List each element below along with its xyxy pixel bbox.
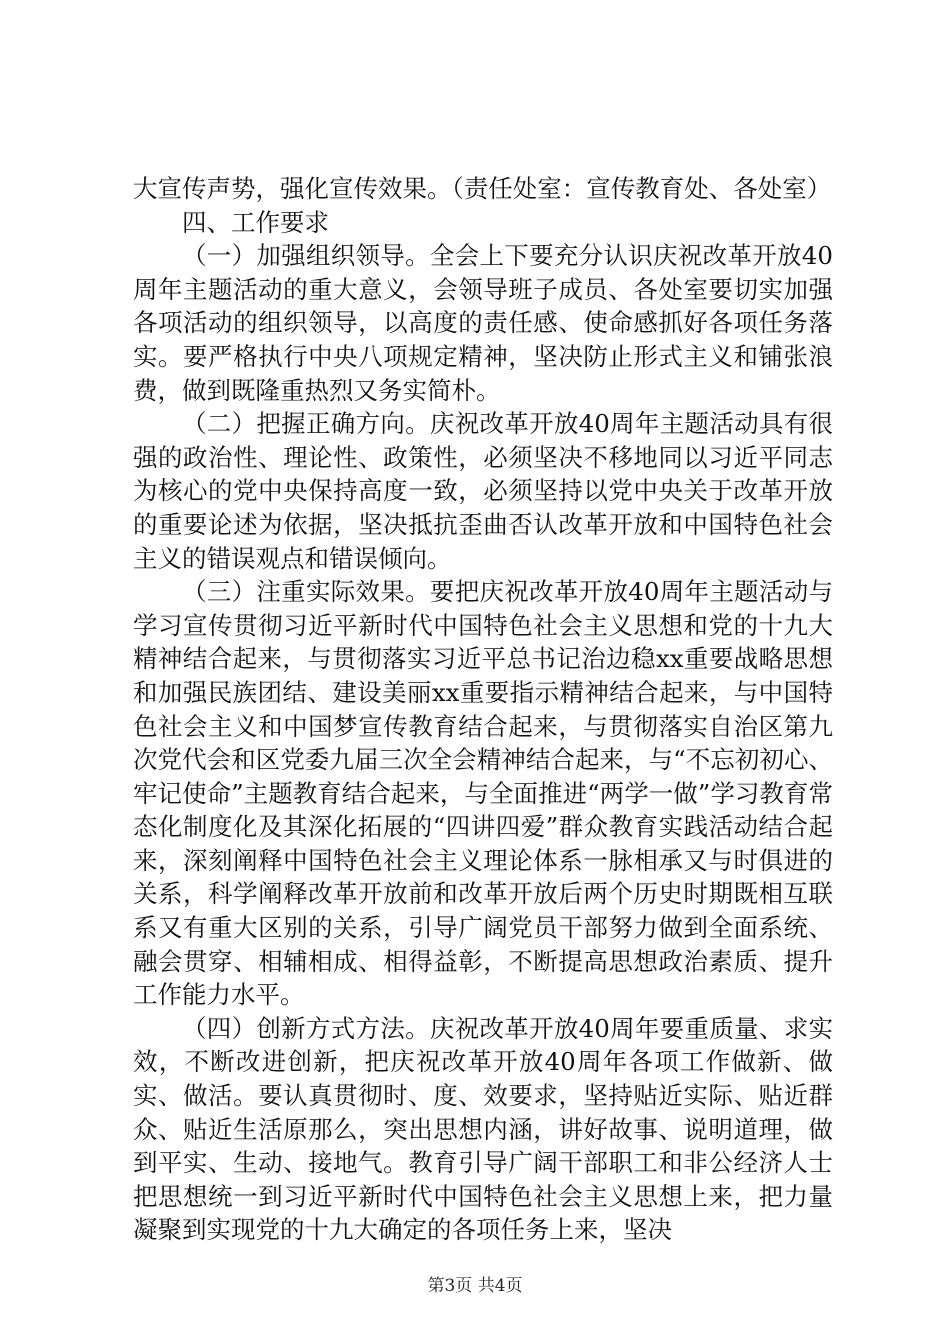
paragraph-practical-effect: （三）注重实际效果。要把庆祝改革开放40周年主题活动与学习宣传贯彻习近平新时代中国特色社会主义思想和党的十九大精神结合起来，与贯彻落实习近平总书记治边稳xx重要战略思想和加强民族团结、建设美丽xx重要指示精神结合起来，与中国特色社会主义和中国梦宣传教育结合起来，与贯彻落实自治区第九次党代会和区党委九届三次全会精神结合起来，与“不忘初初心、牢记使命”主题教育结合起来，与全面推进“两学一做”学习教育常态化制度化及其深化拓展的“四讲四爱”群众教育实践活动结合起来，深刻阐释中国特色社会主义理论体系一脉相承又与时俱进的关系，科学阐释改革开放前和改革开放后两个历史时期既相互联系又有重大区别的关系，引导广阔党员干部努力做到全面系统、融会贯穿、相辅相成、相得益彰，不断提高思想政治素质、提升工作能力水平。 bbox=[133, 577, 833, 1010]
paragraph-continuation: 大宣传声势，强化宣传效果。（责任处室：宣传教育处、各处室） bbox=[133, 174, 832, 203]
paragraph-organization-leadership: （一）加强组织领导。全会上下要充分认识庆祝改革开放40周年主题活动的重大意义，会领导班子成员、各处室要切实加强各项活动的组织领导，以高度的责任感、使命感抓好各项任务落实。要严格执行中央八项规定精神，坚决防止形式主义和铺张浪费，做到既隆重热烈又务实简朴。 bbox=[133, 241, 833, 405]
section-heading: 四、工作要求 bbox=[182, 207, 329, 237]
document-body bbox=[133, 172, 833, 1247]
paragraph-innovative-methods: （四）创新方式方法。庆祝改革开放40周年要重质量、求实效，不断改进创新，把庆祝改革开放40周年各项工作做新、做实、做活。要认真贯彻时、度、效要求，坚持贴近实际、贴近群众、贴近生活原那么，突出思想内涵，讲好故事、说明道理，做到平实、生动、接地气。教育引导广阔干部职工和非公经济人士把思想统一到习近平新时代中国特色社会主义思想上来，把力量凝聚到实现党的十九大确定的各项任务上来，坚决 bbox=[133, 1013, 833, 1245]
paragraph-correct-direction: （二）把握正确方向。庆祝改革开放40周年主题活动具有很强的政治性、理论性、政策性，必须坚决不移地同以习近平同志为核心的党中央保持高度一致，必须坚持以党中央关于改革开放的重要论述为依据，坚决抵抗歪曲否认改革开放和中国特色社会主义的错误观点和错误倾向。 bbox=[133, 409, 833, 573]
page-number: 第3页 共4页 bbox=[427, 1276, 523, 1296]
